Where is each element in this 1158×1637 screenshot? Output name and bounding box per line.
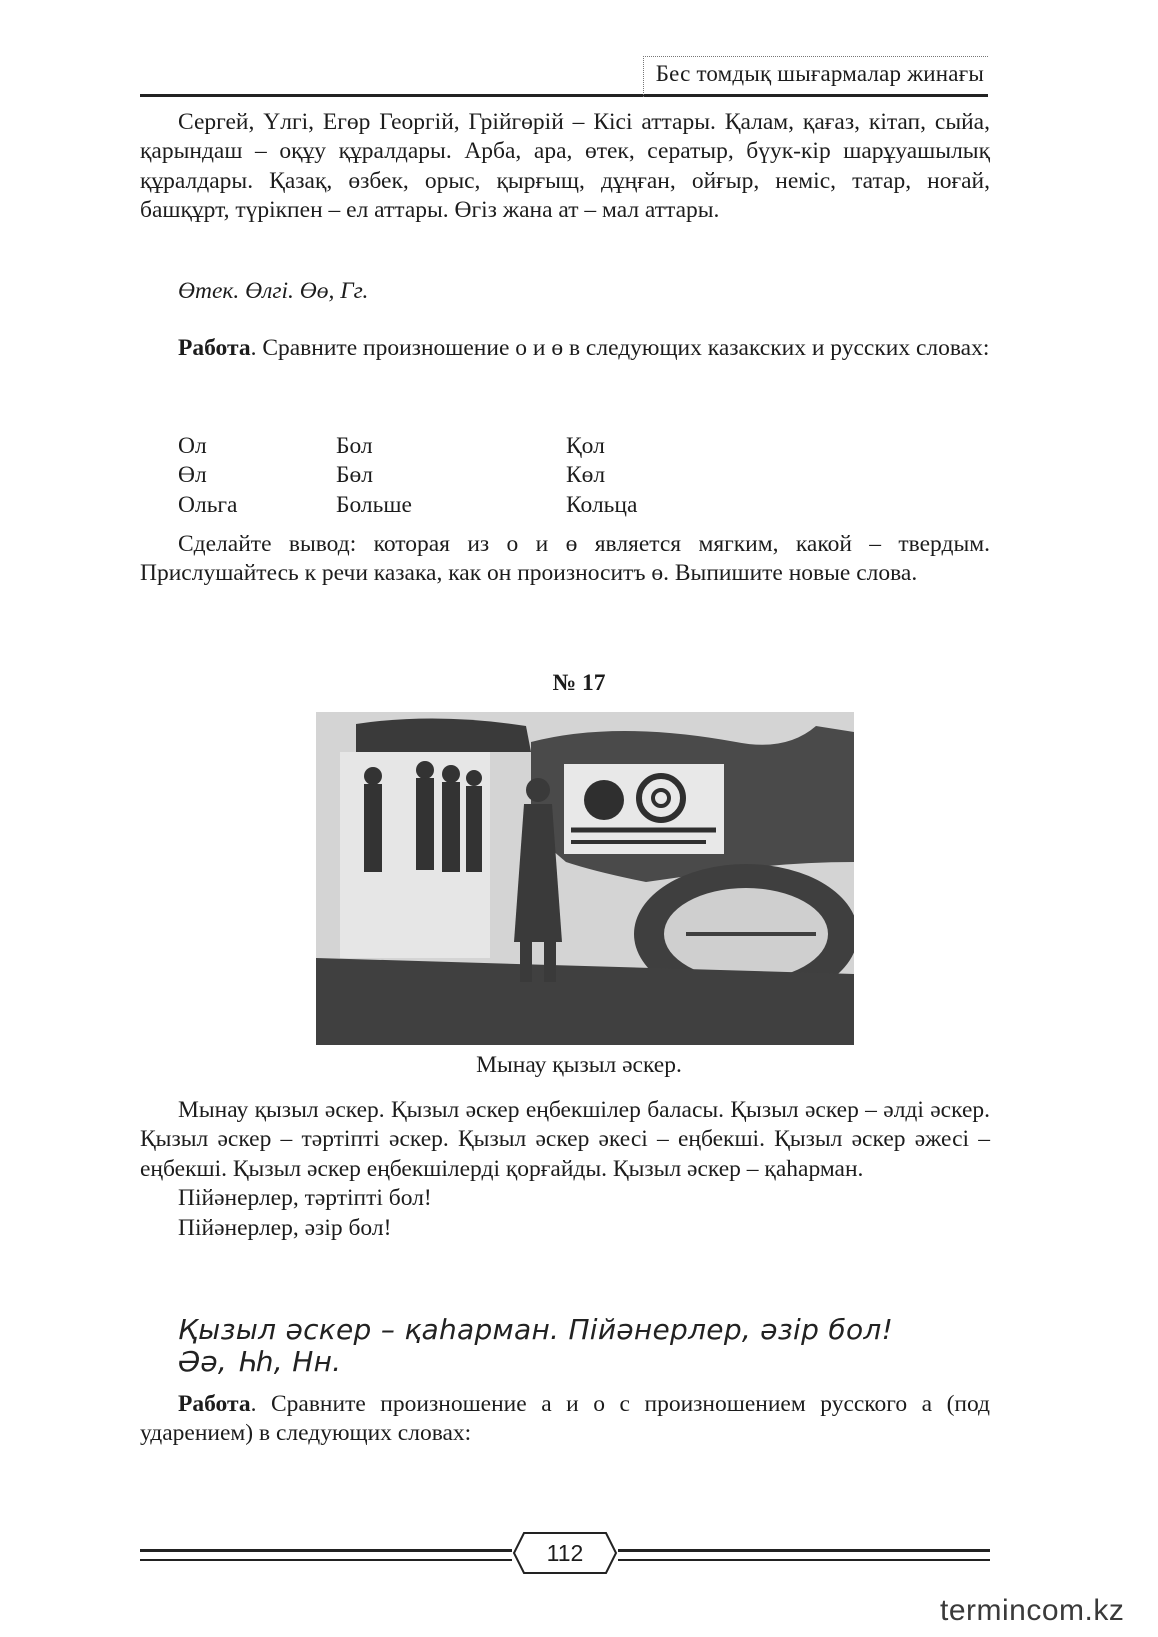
footer-rule-right — [618, 1549, 990, 1561]
task-text: . Сравните произношение а и о с произношением русского а (под ударением) в следующих словах: — [140, 1391, 990, 1447]
page-number: 112 — [546, 1539, 584, 1566]
handwritten-sample — [178, 1314, 893, 1378]
word-cell: Өл — [178, 462, 207, 489]
word-cell: Көл — [566, 462, 606, 489]
reading-paragraph — [140, 1096, 990, 1243]
book-title: Бес томдық шығармалар жинағы — [643, 56, 988, 97]
illustration-graphic — [316, 712, 854, 1045]
task-text: . Сравните произношение о и ө в следующих казакских и русских словах: — [250, 335, 990, 361]
intro-paragraph — [140, 108, 990, 226]
intro-text: Сергей, Үлгі, Егөр Георгій, Грійгөрій – Кісі аттары. Қалам, қағаз, кітап, сыйа, қарындаш – оқұу құралдары. Арба, ара, өтек, сератыр, бүук-кір шарұуашылық құралдары. Қазақ, өзбек, орыс, қырғыщ, дұңған, ойғыр, неміс, татар, ноғай, башқұрт, түрікпен – ел аттары. Өгіз жана ат – мал аттары. — [140, 109, 990, 224]
word-cell: Ол — [178, 433, 207, 459]
handwritten-line-1: Қызыл әскер – қаһарман. Пійәнерлер, әзір бол! — [178, 1313, 894, 1346]
pioneers-line-2: Пійәнерлер, әзір бол! — [178, 1214, 392, 1241]
task-paragraph-2 — [140, 1390, 990, 1449]
conclusion-paragraph — [140, 530, 990, 589]
word-cell: Бөл — [336, 462, 373, 489]
word-cell: Бол — [336, 433, 373, 459]
task-paragraph-1 — [140, 334, 990, 363]
word-cell: Кольца — [566, 491, 638, 518]
page-number-box — [510, 1530, 620, 1576]
reading-text: Мынау қызыл әскер. Қызыл әскер еңбекшілер баласы. Қызыл әскер – әлді әскер. Қызыл әскер – тәртіпті әскер. Қызыл әскер әкесі – еңбекші. Қызыл әскер әжесі – еңбекші. Қызыл әскер еңбекшілерді қорғайды. Қызыл әскер – қаһарман. — [140, 1097, 990, 1182]
word-cell: Қол — [566, 433, 605, 459]
exercise-number: № 17 — [552, 670, 606, 696]
pioneers-line-1: Пійәнерлер, тәртіпті бол! — [178, 1185, 432, 1212]
task-label: Работа — [178, 335, 251, 361]
figure-caption: Мынау қызыл әскер. — [476, 1052, 682, 1078]
conclusion-text: Сделайте вывод: которая из о и ө является мягким, какой – твердым. Прислушайтесь к речи казака, как он произноситъ ө. Выпишите новые слова. — [140, 531, 990, 587]
handwritten-line-2: Әә, Һһ, Нн. — [178, 1345, 342, 1378]
footer-rule-left — [140, 1549, 512, 1561]
woodcut-illustration — [316, 712, 854, 1045]
italic-letter-examples: Өтек. Өлгі. Өө, Гг. — [178, 278, 369, 304]
word-cell: Ольга — [178, 491, 238, 518]
word-cell: Больше — [336, 491, 412, 518]
task-label: Работа — [178, 1391, 251, 1417]
running-header — [140, 56, 988, 97]
site-watermark: termincom.kz — [940, 1594, 1125, 1627]
page-footer — [140, 1530, 990, 1580]
